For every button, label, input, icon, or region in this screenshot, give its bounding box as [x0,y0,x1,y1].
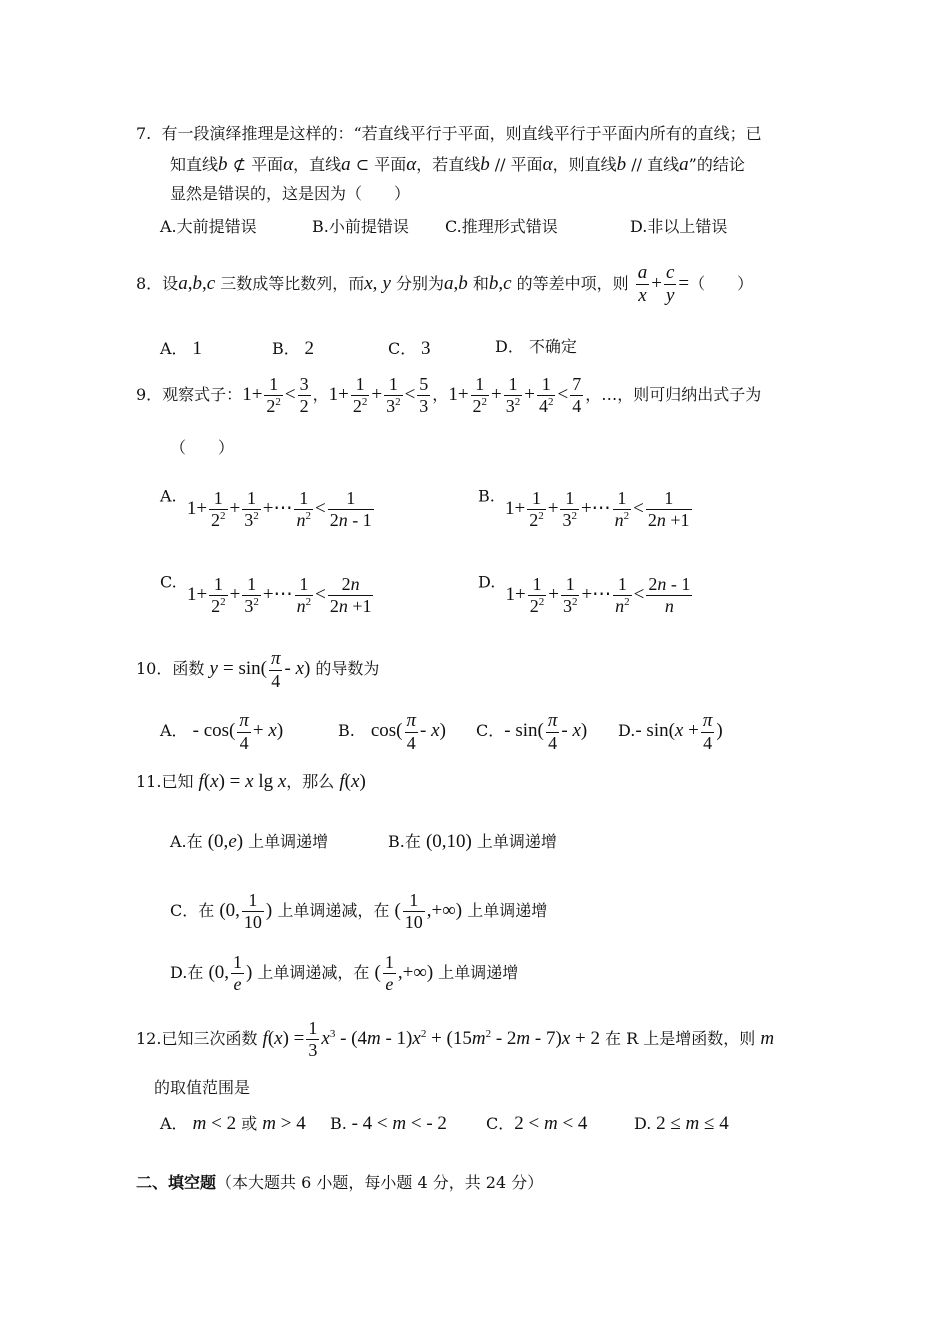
q9-stem-text: 9．观察式子：1+ $\frac{1}{2^2}$ < $\frac{3}{2}$ ，1+ $\frac{1}{2^2}$ + $\frac{1}{3^2}$ < $\frac{5}{3}$ ，1+ $\frac{1}{2^2}$ + $\frac{1}{3^2}$ + $\frac{1}{4^2}$ < $\frac{7}{4}$ ，…，则可归纳出式子为 [136,374,762,416]
q11-option-d-text: D.在 (0, $\frac{1}{e}$ ) 上单调递减，在 ( $\frac{1}{e}$ ,+∞) 上单调递增 [170,952,519,994]
q8-option-b-text: B． 2 [272,338,315,359]
q11-option-c-text: C．在 (0, $\frac{1}{10}$ ) 上单调递减，在 ( $\frac{1}{10}$ ,+∞) 上单调递增 [170,890,548,932]
q8-stem-text: 8．设a,b,c 三数成等比数列，而x, y 分别为a,b 和b,c 的等差中项，则 $\frac{a}{x}$ + $\frac{c}{y}$ =（ ） [136,262,754,306]
q8-option-a-text: A． 1 [160,338,202,359]
q12-stem-text: 12.已知三次函数 f(x) = $\frac{1}{3}$ $x^3 - (4m - 1)x^2 + (15m^2 - 2m - 7)x + 2$ 在 R 上是增函数，则 m [136,1018,775,1060]
q11-option-a-text: A.在 (0,e) 上单调递增 [170,831,329,852]
q9-paren: （ ） [170,438,235,457]
q7-option-a: A.大前提错误 [160,217,257,236]
q11-option-b [388,832,557,851]
q9-option-d-text: D. 1+ $\frac{1}{2^2}$ + $\frac{1}{3^2}$ +⋯ $\frac{1}{n^2}$ < $\frac{2n - 1}{n}$ [478,572,691,616]
q11-option-c [170,890,547,932]
q9-option-a [160,488,376,530]
section-2-note: （本大题共 6 小题，每小题 4 分，共 24 分） [216,1173,544,1192]
section-2-title: 二、填空题 [136,1173,217,1192]
q7-line3: 显然是错误的，这是因为（ ） [170,184,411,203]
q9-option-c-text: C. 1+ $\frac{1}{2^2}$ + $\frac{1}{3^2}$ +⋯ $\frac{1}{n^2}$ < $\frac{2n}{2n +1}$ [160,572,372,616]
q12-option-d [634,1114,729,1133]
q8-option-c-text: C． 3 [388,338,431,359]
q11-option-b-text: B.在 (0,10) 上单调递增 [388,831,557,852]
q8-stem [136,262,753,307]
q9-stem [136,374,761,416]
q10-option-b-text: B. cos( $\frac{\pi}{4}$ - x) [338,710,446,753]
q12-option-b-text: B. - 4 < m < - 2 [330,1113,447,1134]
q12-option-b [330,1114,447,1133]
q8-option-a [160,339,202,358]
q11-stem [136,772,366,791]
q12-option-c [486,1114,587,1133]
q12-option-a [160,1114,306,1133]
q9-option-a-text: A. 1+ $\frac{1}{2^2}$ + $\frac{1}{3^2}$ +⋯ $\frac{1}{n^2}$ < $\frac{1}{2n - 1}$ [160,486,372,530]
q11-option-a [170,832,328,851]
q7-option-b: B.小前提错误 [312,217,409,236]
q7-line2 [170,155,745,174]
q7-line1-text: 7. 有一段演绎推理是这样的：“若直线平行于平面，则直线平行于平面内所有的直线；已 [136,124,762,143]
q11-stem-text: 11.已知 f(x) = x lg x，那么 f(x) [136,771,366,792]
q9-option-c [160,574,375,616]
q9-option-b-text: B. 1+ $\frac{1}{2^2}$ + $\frac{1}{3^2}$ +⋯ $\frac{1}{n^2}$ < $\frac{1}{2n +1}$ [478,486,690,530]
q8-option-b [272,339,314,358]
q12-line2: 的取值范围是 [154,1078,251,1097]
q10-option-b [338,710,446,754]
q10-stem [136,648,379,692]
q7-option-d: D.非以上错误 [630,217,728,236]
q10-option-a-text: A． - cos( $\frac{\pi}{4}$ + x) [160,710,284,753]
q12-stem [136,1018,774,1060]
q7-option-c: C.推理形式错误 [445,217,558,236]
q10-option-c-text: C．- sin( $\frac{\pi}{4}$ - x) [476,710,588,753]
q9-option-d [478,574,694,616]
q12-option-c-text: C．2 < m < 4 [486,1113,588,1134]
q8-option-d-text: D． 不确定 [495,337,577,356]
q12-option-a-text: A． m < 2 或 m > 4 [160,1113,306,1134]
q10-option-c [476,710,587,754]
q9-option-b [478,488,694,530]
section-2-heading [136,1175,543,1191]
q10-stem-text: 10．函数 y = sin( $\frac{\pi}{4}$ - x) 的导数为 [136,648,380,691]
q10-option-d-text: D.- sin(x + $\frac{\pi}{4}$ ) [618,710,723,753]
q8-option-c [388,339,431,358]
q10-option-d [618,710,723,754]
q10-option-a [160,710,283,754]
q7-line2-text: 知直线b ⊄ 平面α，直线a ⊂ 平面α，若直线b // 平面α，则直线b // 直线a”的结论 [170,154,745,175]
q12-option-d-text: D. 2 ≤ m ≤ 4 [634,1113,729,1134]
q8-option-d [495,339,577,355]
q11-option-d [170,952,518,994]
q7-line1 [136,126,762,142]
